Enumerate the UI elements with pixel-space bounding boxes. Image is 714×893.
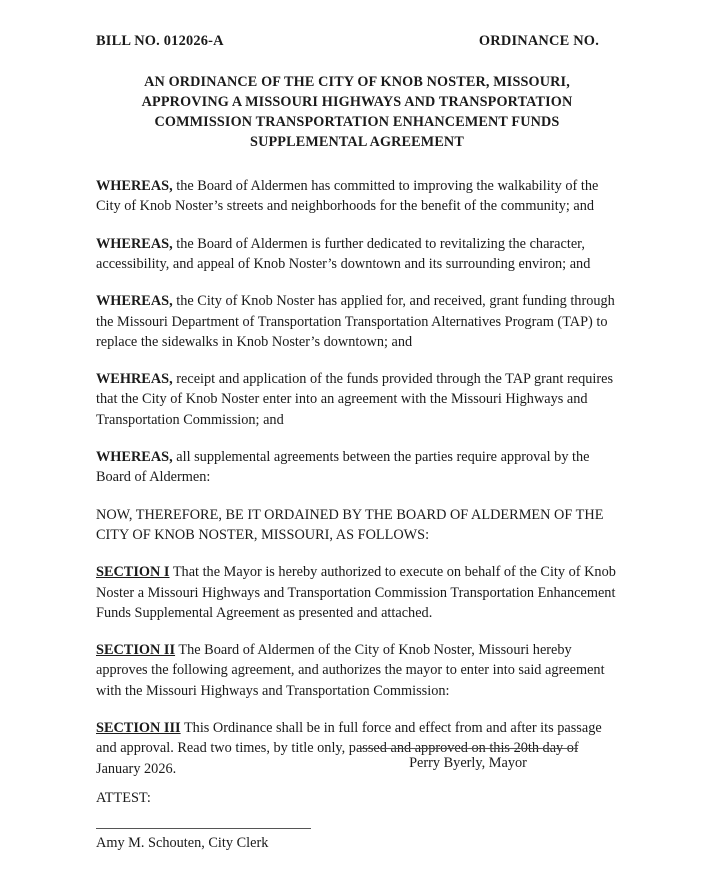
mayor-signature-group [358,748,578,773]
title-line: COMMISSION TRANSPORTATION ENHANCEMENT FUNDS [154,114,560,131]
bill-number: BILL NO. 012026-A [96,33,224,49]
clerk-signature-group [96,828,311,853]
attest-label: ATTEST: [96,790,151,806]
clause-text: the Board of Aldermen has committed to improving the walkability of the City of Knob Noster’s streets and neighborhoods for the benefit of the community; and [96,178,599,215]
clause-lead: WHEREAS, [96,293,173,310]
whereas-clause-5 [96,447,618,488]
clause-text: all supplemental agreements between the parties require approval by the Board of Aldermen: [96,449,590,486]
title-line: AN ORDINANCE OF THE CITY OF KNOB NOSTER, MISSOURI, [144,74,570,90]
clause-text: the Board of Aldermen is further dedicated to revitalizing the character, accessibility, and appeal of Knob Noster’s downtown and its surrounding environ; and [96,235,591,272]
mayor-name-title: Perry Byerly, Mayor [409,755,527,771]
clerk-name-title: Amy M. Schouten, City Clerk [96,835,269,851]
ordinance-title [96,72,618,152]
section-heading: SECTION I [96,564,170,581]
document-body [96,176,618,779]
whereas-clause-4 [96,369,618,430]
ordinance-number-label: ORDINANCE NO. [478,33,599,49]
clause-lead: WEHREAS, [96,371,173,388]
enacting-clause [96,505,618,546]
section-text: That the Mayor is hereby authorized to execute on behalf of the City of Knob Noster a Missouri Highways and Transportation Commission Transportation Enhancement Funds Supplemental Agreement as presented and attached. [96,564,616,621]
title-line: SUPPLEMENTAL AGREEMENT [250,134,464,151]
section-heading: SECTION III [96,720,181,736]
document-header [96,33,618,50]
document-content [96,33,618,779]
section-1 [96,562,618,623]
clause-text: the City of Knob Noster has applied for, and received, grant funding through the Missouri Department of Transportation Transportation Alternatives Program (TAP) to replace the sidewalks in Knob Noster’s downtown; and [96,293,615,350]
clause-lead: WHEREAS, [96,235,173,252]
whereas-clause-1 [96,176,618,217]
section-text: This Ordinance shall be in full force and effect from and after its passage and approval. Read two times, by title only, passed and approved on this 20th day of January 2026. [96,720,602,777]
clause-text: NOW, THEREFORE, BE IT ORDAINED BY THE BOARD OF ALDERMEN OF THE CITY OF KNOB NOSTER, MISSOURI, AS FOLLOWS: [96,506,604,543]
clause-lead: WHEREAS, [96,178,173,195]
section-2 [96,640,618,701]
title-line: APPROVING A MISSOURI HIGHWAYS AND TRANSPORTATION [141,94,573,111]
clause-text: receipt and application of the funds provided through the TAP grant requires that the City of Knob Noster enter into an agreement with the Missouri Highways and Transportation Commission; and [96,371,614,428]
clause-lead: WHEREAS, [96,449,173,466]
section-text: The Board of Aldermen of the City of Knob Noster, Missouri hereby approves the following agreement, and authorizes the mayor to enter into said agreement with the Missouri Highways and Transportation Commission: [96,642,605,699]
whereas-clause-3 [96,291,618,352]
section-heading: SECTION II [96,642,176,659]
whereas-clause-2 [96,234,618,275]
